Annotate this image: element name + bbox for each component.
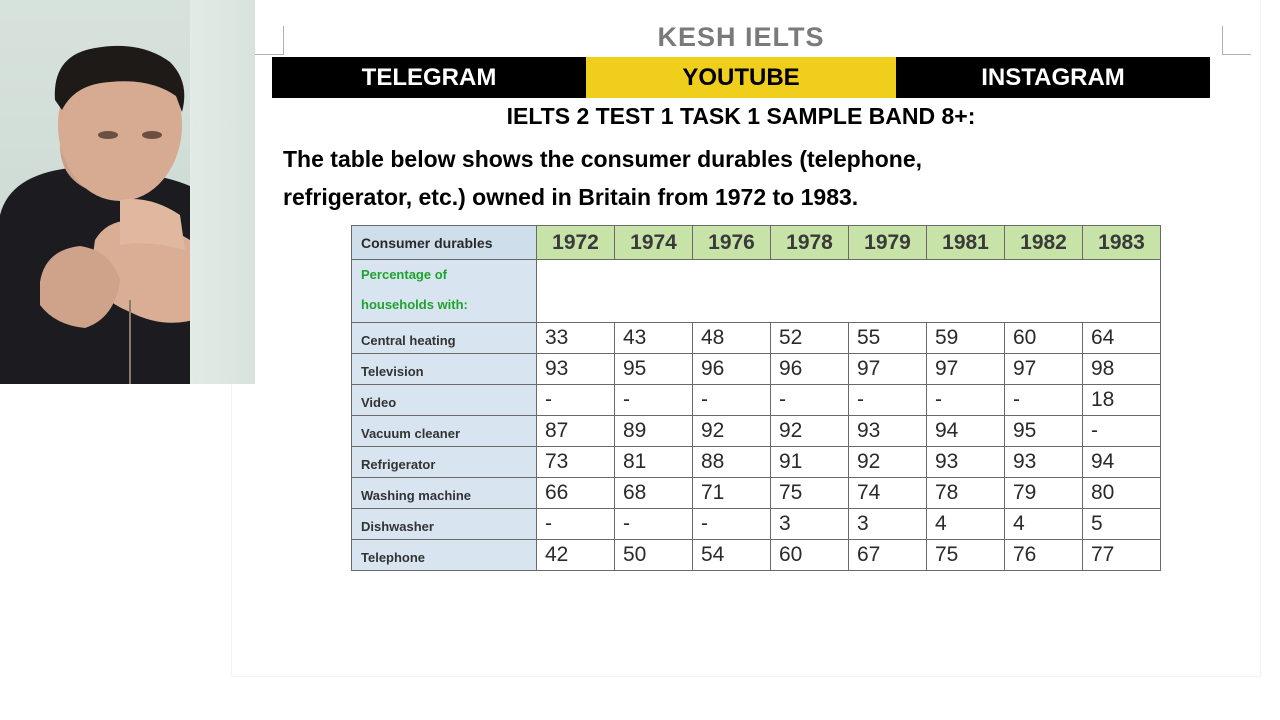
table-cell: 66 — [537, 478, 615, 509]
row-label: Video — [352, 385, 537, 416]
year-header: 1974 — [615, 226, 693, 260]
table-cell: 59 — [927, 323, 1005, 354]
table-cell: 78 — [927, 478, 1005, 509]
table-cell: - — [927, 385, 1005, 416]
table-cell: - — [771, 385, 849, 416]
table-cell: - — [693, 385, 771, 416]
table-cell: 74 — [849, 478, 927, 509]
table-cell: 64 — [1083, 323, 1161, 354]
table-cell: 94 — [1083, 447, 1161, 478]
page-corner-mark — [1222, 26, 1251, 55]
table-cell: 50 — [615, 540, 693, 571]
table-row — [352, 416, 1161, 447]
table-cell: - — [693, 509, 771, 540]
table-cell: 43 — [615, 323, 693, 354]
table-cell: 55 — [849, 323, 927, 354]
table-cell: 68 — [615, 478, 693, 509]
table-cell: 76 — [1005, 540, 1083, 571]
table-row — [352, 509, 1161, 540]
table-cell: 92 — [693, 416, 771, 447]
table-cell: 60 — [1005, 323, 1083, 354]
table-cell: 93 — [1005, 447, 1083, 478]
table-cell: 96 — [693, 354, 771, 385]
table-cell: 95 — [1005, 416, 1083, 447]
column-header-label: Consumer durables — [352, 226, 537, 260]
brand-title: KESH IELTS — [657, 22, 825, 52]
prompt-line: refrigerator, etc.) owned in Britain from 1972 to 1983. — [283, 184, 859, 210]
percentage-label — [352, 260, 537, 323]
table-cell: - — [849, 385, 927, 416]
table-cell: 4 — [927, 509, 1005, 540]
row-label: Refrigerator — [352, 447, 537, 478]
table-cell: 42 — [537, 540, 615, 571]
year-header: 1979 — [849, 226, 927, 260]
year-header: 1983 — [1083, 226, 1161, 260]
row-label: Central heating — [352, 323, 537, 354]
table-cell: 71 — [693, 478, 771, 509]
table-cell: 92 — [771, 416, 849, 447]
table-cell: 91 — [771, 447, 849, 478]
table-row — [352, 323, 1161, 354]
table-cell: 52 — [771, 323, 849, 354]
table-row — [352, 540, 1161, 571]
youtube-link[interactable]: YOUTUBE — [586, 57, 896, 98]
table-cell: 97 — [927, 354, 1005, 385]
row-label: Washing machine — [352, 478, 537, 509]
table-cell: 75 — [927, 540, 1005, 571]
table-cell: 97 — [1005, 354, 1083, 385]
table-cell: 97 — [849, 354, 927, 385]
table-row — [352, 385, 1161, 416]
consumer-durables-table — [351, 225, 1161, 571]
percentage-label-line: households with: — [361, 297, 468, 312]
table-cell: 75 — [771, 478, 849, 509]
table-cell: 95 — [615, 354, 693, 385]
instagram-link[interactable]: INSTAGRAM — [896, 57, 1210, 98]
percentage-row — [352, 260, 1161, 323]
prompt-line: The table below shows the consumer durables (telephone, — [283, 146, 923, 172]
table-cell: 5 — [1083, 509, 1161, 540]
percentage-spacer — [537, 260, 1161, 323]
table-cell: 3 — [849, 509, 927, 540]
table-row — [352, 478, 1161, 509]
table-cell: 96 — [771, 354, 849, 385]
row-label: Vacuum cleaner — [352, 416, 537, 447]
year-header: 1978 — [771, 226, 849, 260]
table-cell: 60 — [771, 540, 849, 571]
table-cell: 87 — [537, 416, 615, 447]
row-label: Telephone — [352, 540, 537, 571]
table-cell: 77 — [1083, 540, 1161, 571]
table-cell: - — [615, 385, 693, 416]
social-links-bar — [272, 57, 1210, 98]
table-header-row — [352, 226, 1161, 260]
table-cell: - — [1005, 385, 1083, 416]
table-cell: 88 — [693, 447, 771, 478]
table-cell: 67 — [849, 540, 927, 571]
table-cell: 4 — [1005, 509, 1083, 540]
table-cell: - — [537, 385, 615, 416]
year-header: 1981 — [927, 226, 1005, 260]
table-row — [352, 354, 1161, 385]
table-row — [352, 447, 1161, 478]
table-cell: 94 — [927, 416, 1005, 447]
table-cell: 93 — [927, 447, 1005, 478]
row-label: Television — [352, 354, 537, 385]
table-cell: 54 — [693, 540, 771, 571]
year-header: 1972 — [537, 226, 615, 260]
percentage-label-line: Percentage of — [361, 267, 447, 282]
table-cell: 18 — [1083, 385, 1161, 416]
task-prompt — [283, 140, 1183, 216]
table-cell: - — [537, 509, 615, 540]
year-header: 1982 — [1005, 226, 1083, 260]
table-cell: 3 — [771, 509, 849, 540]
telegram-link[interactable]: TELEGRAM — [272, 57, 586, 98]
table-cell: 73 — [537, 447, 615, 478]
year-header: 1976 — [693, 226, 771, 260]
task-heading: IELTS 2 TEST 1 TASK 1 SAMPLE BAND 8+: — [506, 103, 976, 129]
table-cell: 98 — [1083, 354, 1161, 385]
table-cell: 92 — [849, 447, 927, 478]
row-label: Dishwasher — [352, 509, 537, 540]
table-cell: - — [1083, 416, 1161, 447]
table-cell: - — [615, 509, 693, 540]
table-cell: 93 — [849, 416, 927, 447]
table-cell: 89 — [615, 416, 693, 447]
table-cell: 81 — [615, 447, 693, 478]
table-cell: 33 — [537, 323, 615, 354]
table-cell: 48 — [693, 323, 771, 354]
table-cell: 93 — [537, 354, 615, 385]
table-cell: 79 — [1005, 478, 1083, 509]
webcam-overlay — [0, 0, 255, 384]
table-cell: 80 — [1083, 478, 1161, 509]
